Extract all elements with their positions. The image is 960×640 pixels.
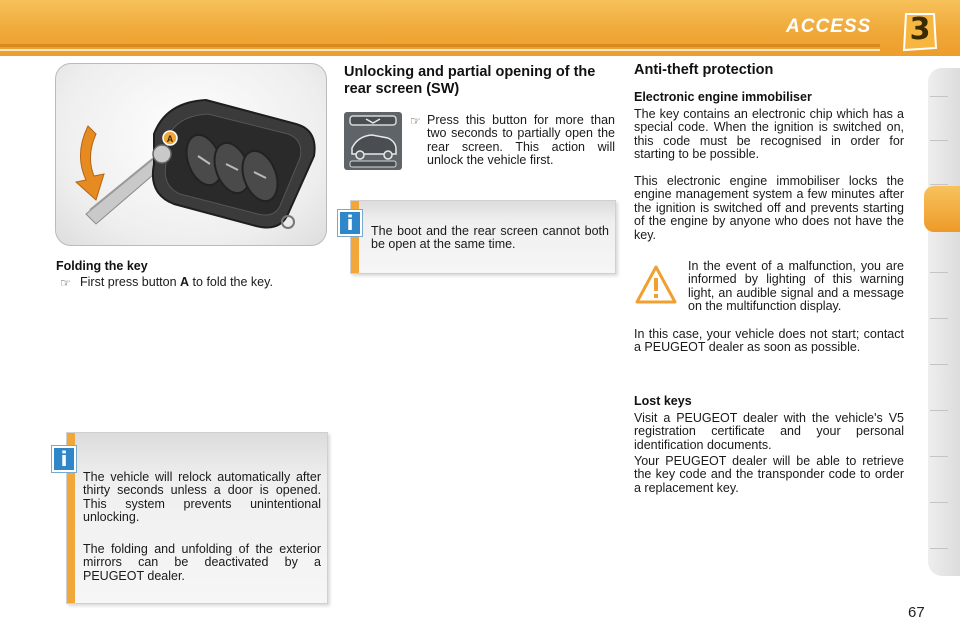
folding-key-title: Folding the key: [56, 259, 148, 273]
immobiliser-title: Electronic engine immobiliser: [634, 90, 812, 104]
tab-divider: [930, 318, 948, 319]
folding-key-instruction: [80, 276, 330, 289]
pointing-hand-icon: ☞: [60, 276, 71, 290]
boot-info-text: The boot and the rear screen cannot both be open at the same time.: [371, 224, 609, 252]
rear-screen-title: Unlocking and partial opening of the rear screen (SW): [344, 64, 596, 97]
page-number: 67: [908, 604, 925, 621]
chapter-title: ACCESS: [786, 16, 872, 37]
immobiliser-text-2: This electronic engine immobiliser locks the engine management system a few minutes after the ignition is switched off and prevents starting of the engine by anyone who does not have the key.: [634, 174, 904, 242]
chapter-number: 3: [909, 12, 931, 47]
rear-screen-instruction: Press this button for more than two seconds to partially open the rear screen. This action will unlock the vehicle first.: [427, 113, 615, 168]
header-rule-highlight: [0, 49, 880, 51]
warning-text: In the event of a malfunction, you are informed by lighting of this warning light, an audible signal and a message on the multifunction display.: [688, 259, 904, 314]
tab-divider: [930, 140, 948, 141]
button-a-label: A: [180, 275, 190, 289]
rear-screen-button-icon: [344, 112, 402, 170]
tab-divider: [930, 502, 948, 503]
boot-info-box: [350, 200, 616, 274]
tab-divider: [930, 364, 948, 365]
tab-divider: [930, 410, 948, 411]
no-start-text: In this case, your vehicle does not start; contact a PEUGEOT dealer as soon as possible.: [634, 327, 904, 355]
pointing-hand-icon: ☞: [410, 114, 421, 128]
lost-keys-title: Lost keys: [634, 394, 692, 408]
tab-divider: [930, 456, 948, 457]
header-rule: [0, 44, 880, 47]
lost-keys-text-1: Visit a PEUGEOT dealer with the vehicle's V5 registration certificate and your personal identification documents.: [634, 411, 904, 452]
info-icon: i: [52, 446, 76, 472]
folding-text: First press button: [80, 275, 181, 289]
warning-triangle-icon: [634, 264, 678, 306]
lost-keys-text-2: Your PEUGEOT dealer will be able to retrieve the key code and the transponder code to order a replacement key.: [634, 454, 904, 495]
button-a-marker: A: [166, 134, 174, 144]
folding-text-end: to fold the key.: [189, 275, 273, 289]
chapter-tab-strip[interactable]: [928, 68, 960, 576]
relock-info-text: The vehicle will relock automatically after thirty seconds unless a door is opened. This system prevents unintentional unlocking.: [83, 470, 321, 525]
tab-divider: [930, 184, 948, 185]
chapter-tab-active[interactable]: [924, 186, 960, 232]
key-image: [56, 64, 328, 247]
immobiliser-text-1: The key contains an electronic chip which has a special code. When the ignition is switched on, this code must be recognised in order for starting to be possible.: [634, 107, 904, 162]
mirror-info-text: The folding and unfolding of the exterior mirrors can be deactivated by a PEUGEOT dealer.: [83, 542, 321, 583]
key-illustration: [55, 63, 327, 246]
anti-theft-title: Anti-theft protection: [634, 62, 774, 78]
relock-info-box: [66, 432, 328, 604]
tab-divider: [930, 548, 948, 549]
tab-divider: [930, 96, 948, 97]
info-icon: i: [338, 210, 362, 236]
tab-divider: [930, 272, 948, 273]
